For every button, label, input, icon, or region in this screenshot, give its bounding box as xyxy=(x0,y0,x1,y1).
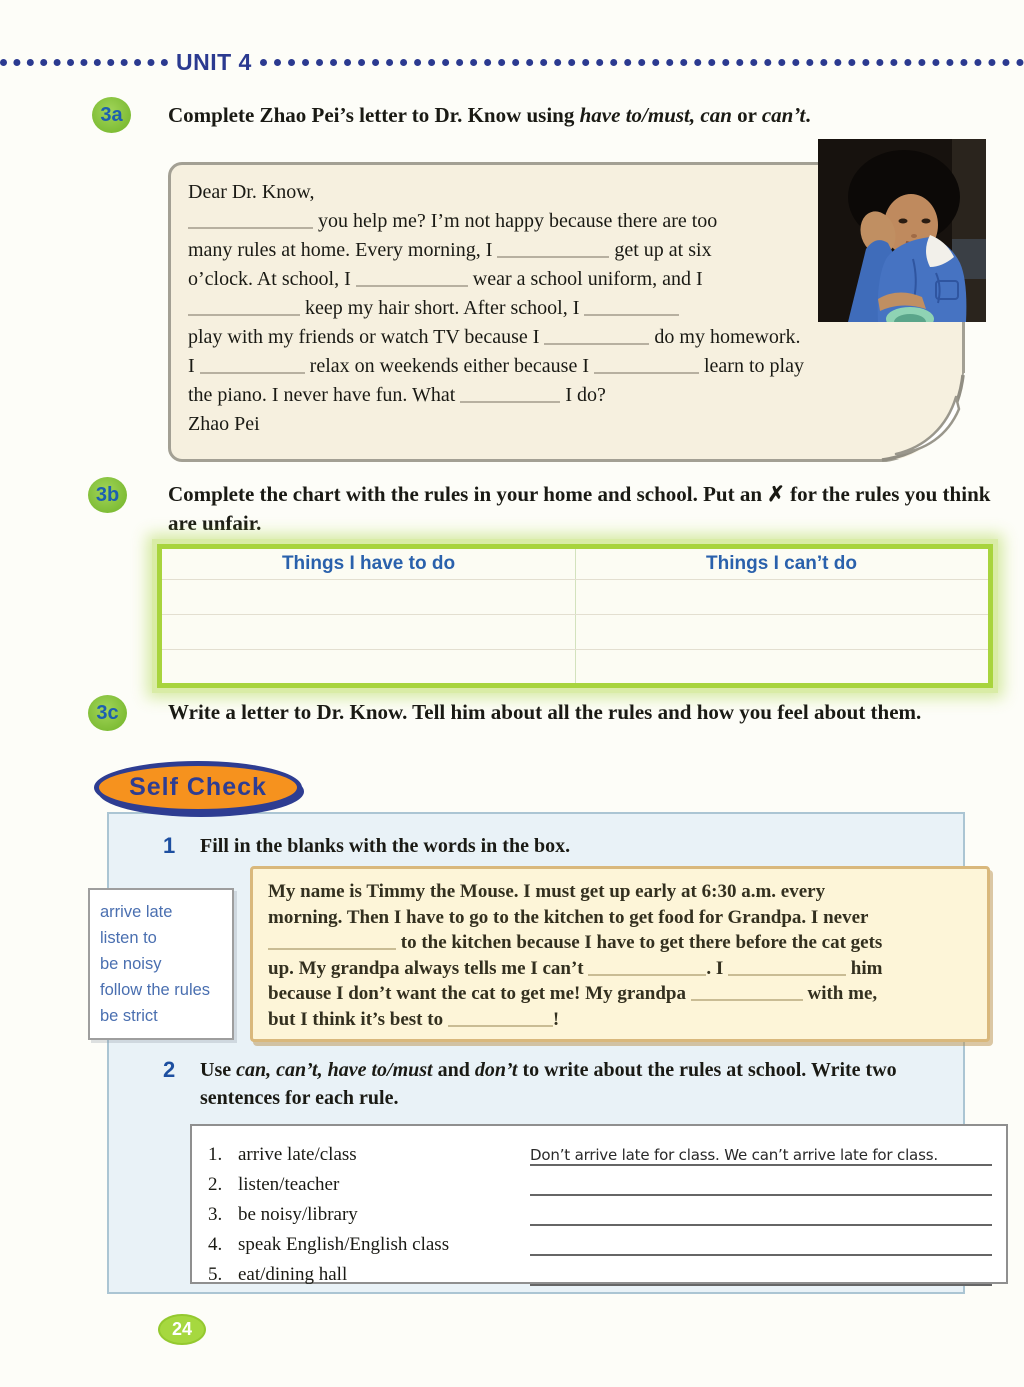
text-segment: or xyxy=(731,103,762,127)
text-run: you help me? I’m not happy because there are too xyxy=(313,210,718,232)
fill-in-blank xyxy=(728,959,846,976)
answer-line xyxy=(530,1260,992,1286)
text-segment: don’t xyxy=(474,1059,518,1081)
section-3b-badge xyxy=(88,477,127,513)
text-run: Zhao Pei xyxy=(188,413,260,435)
rule-list-item xyxy=(208,1136,992,1166)
text-run: with me, xyxy=(802,983,878,1004)
answer-line xyxy=(530,1140,992,1166)
handwritten-answer: Don’t arrive late for class. We can’t arrive late for class. xyxy=(530,1146,938,1164)
text-segment: Use xyxy=(200,1059,237,1081)
text-segment: have to/must, can xyxy=(579,103,732,127)
text-run: keep my hair short. After school, I xyxy=(300,297,585,319)
text-run: him xyxy=(846,957,883,979)
rule-number: 2. xyxy=(208,1174,223,1195)
section-3a-badge xyxy=(92,97,131,133)
rule-list-item xyxy=(208,1196,992,1226)
fill-in-blank xyxy=(448,1010,553,1027)
text-run: learn to play xyxy=(698,355,804,377)
text-run: play with my friends or watch TV because I xyxy=(188,326,545,348)
fill-in-blank xyxy=(691,984,803,1001)
exercise-1-number: 1 xyxy=(163,833,176,858)
text-run: do my homework. xyxy=(649,326,801,348)
rule-label: arrive late/class xyxy=(238,1144,357,1165)
word-box-item: arrive late xyxy=(100,903,173,921)
chart-column-divider xyxy=(575,549,576,683)
word-box-item: be strict xyxy=(100,1007,158,1025)
rule-label: speak English/English class xyxy=(238,1234,450,1255)
exercise-2-number: 2 xyxy=(163,1057,176,1082)
exercise-1-instruction xyxy=(200,832,840,860)
fill-in-blank xyxy=(588,959,706,976)
text-line xyxy=(188,323,946,352)
rule-label: be noisy/library xyxy=(238,1204,358,1225)
text-run: get up at six xyxy=(609,239,712,261)
text-line xyxy=(268,879,973,905)
chart-header-have-to: Things I have to do xyxy=(281,553,456,574)
fill-in-blank xyxy=(544,328,649,345)
text-line xyxy=(188,352,946,381)
text-segment: Complete Zhao Pei’s letter to Dr. Know using xyxy=(168,103,580,127)
text-run: o’clock. At school, I xyxy=(188,268,356,290)
rule-label: eat/dining hall xyxy=(238,1264,348,1285)
unit-header xyxy=(0,50,1024,74)
timmy-paragraph xyxy=(250,866,990,1042)
text-run: many rules at home. Every morning, I xyxy=(188,239,498,261)
fill-in-blank xyxy=(497,241,609,258)
section-3a-badge-label: 3a xyxy=(100,103,123,126)
text-run: because I don’t want the cat to get me! My grandpa xyxy=(268,983,691,1004)
text-run: My name is Timmy the Mouse. I must get up early at 6:30 a.m. every xyxy=(268,881,826,902)
dotted-rule-left xyxy=(0,59,168,66)
dotted-rule-right xyxy=(260,59,1024,66)
fill-in-blank xyxy=(188,299,300,316)
text-run: up. My grandpa always tells me I can’t xyxy=(268,957,589,979)
timmy-paragraph-text xyxy=(268,879,973,1032)
text-run: the piano. I never have fun. What xyxy=(188,384,461,406)
text-segment: . xyxy=(805,103,811,127)
self-check-title-badge xyxy=(94,761,302,814)
text-run: wear a school uniform, and I xyxy=(467,268,703,290)
text-line xyxy=(268,956,973,982)
text-line xyxy=(268,930,973,956)
text-run: I do? xyxy=(560,384,606,406)
text-run: . I xyxy=(706,957,729,979)
text-line xyxy=(268,1007,973,1033)
text-segment: Fill in the blanks with the words in the box. xyxy=(200,835,571,857)
self-check-title: Self Check xyxy=(129,773,267,801)
rule-number: 4. xyxy=(208,1234,223,1255)
fill-in-blank xyxy=(584,299,679,316)
text-segment: to write about the rules at school. Write two sentences for each rule. xyxy=(200,1059,897,1109)
text-segment: and xyxy=(432,1059,475,1081)
answer-line xyxy=(530,1200,992,1226)
unit-title: UNIT 4 xyxy=(176,48,252,75)
text-run: Dear Dr. Know, xyxy=(188,181,315,203)
word-box-item: follow the rules xyxy=(100,981,211,999)
rule-number: 5. xyxy=(208,1264,223,1285)
page-curl-decoration xyxy=(880,373,966,463)
exercise-2-instruction xyxy=(200,1056,980,1112)
page-number: 24 xyxy=(171,1319,193,1339)
text-segment: Write a letter to Dr. Know. Tell him about all the rules and how you feel about them. xyxy=(168,700,922,724)
text-segment: can’t xyxy=(761,103,806,127)
sad-girl-photo xyxy=(818,139,986,322)
text-run: ! xyxy=(552,1008,560,1030)
section-3c-badge-label: 3c xyxy=(96,701,119,724)
text-line xyxy=(268,981,973,1007)
word-box-item: be noisy xyxy=(100,955,162,973)
answer-line xyxy=(530,1170,992,1196)
section-3b-badge-label: 3b xyxy=(95,483,120,506)
chart-header-cant: Things I can’t do xyxy=(706,553,857,574)
chart-row-line xyxy=(162,614,988,615)
word-box xyxy=(88,888,234,1040)
word-box-item: listen to xyxy=(100,929,157,947)
rule-list-item xyxy=(208,1256,992,1286)
fill-in-blank xyxy=(200,357,305,374)
fill-in-blank xyxy=(356,270,468,287)
text-segment: can, can’t, have to/must xyxy=(236,1059,433,1081)
rule-number: 1. xyxy=(208,1144,223,1165)
text-line xyxy=(268,905,973,931)
text-line xyxy=(188,381,946,410)
section-3c-instruction xyxy=(168,698,1018,727)
rule-list-item xyxy=(208,1226,992,1256)
section-3c-badge xyxy=(88,695,127,731)
text-run: morning. Then I have to go to the kitchen to get food for Grandpa. I never xyxy=(268,906,869,928)
chart-row-line xyxy=(162,579,988,580)
page-number-badge xyxy=(158,1314,206,1345)
rule-number: 3. xyxy=(208,1204,223,1225)
section-3a-instruction xyxy=(168,101,998,130)
text-run: to the kitchen because I have to get there before the cat gets xyxy=(396,932,883,953)
rules-writing-list xyxy=(190,1124,1008,1284)
rule-label: listen/teacher xyxy=(238,1174,340,1195)
fill-in-blank xyxy=(460,386,560,403)
section-3b-instruction xyxy=(168,480,998,538)
fill-in-blank xyxy=(268,933,396,950)
rules-chart xyxy=(157,544,993,688)
answer-line xyxy=(530,1230,992,1256)
text-run: relax on weekends either because I xyxy=(304,355,594,377)
fill-in-blank xyxy=(188,212,313,229)
fill-in-blank xyxy=(594,357,699,374)
text-run: I xyxy=(188,355,200,377)
rule-list-item xyxy=(208,1166,992,1196)
text-segment: Complete the chart with the rules in your home and school. Put an ✗ for the rules you think are unfair. xyxy=(168,482,991,535)
text-line xyxy=(188,410,946,439)
text-run: but I think it’s best to xyxy=(268,1008,448,1030)
chart-row-line xyxy=(162,649,988,650)
